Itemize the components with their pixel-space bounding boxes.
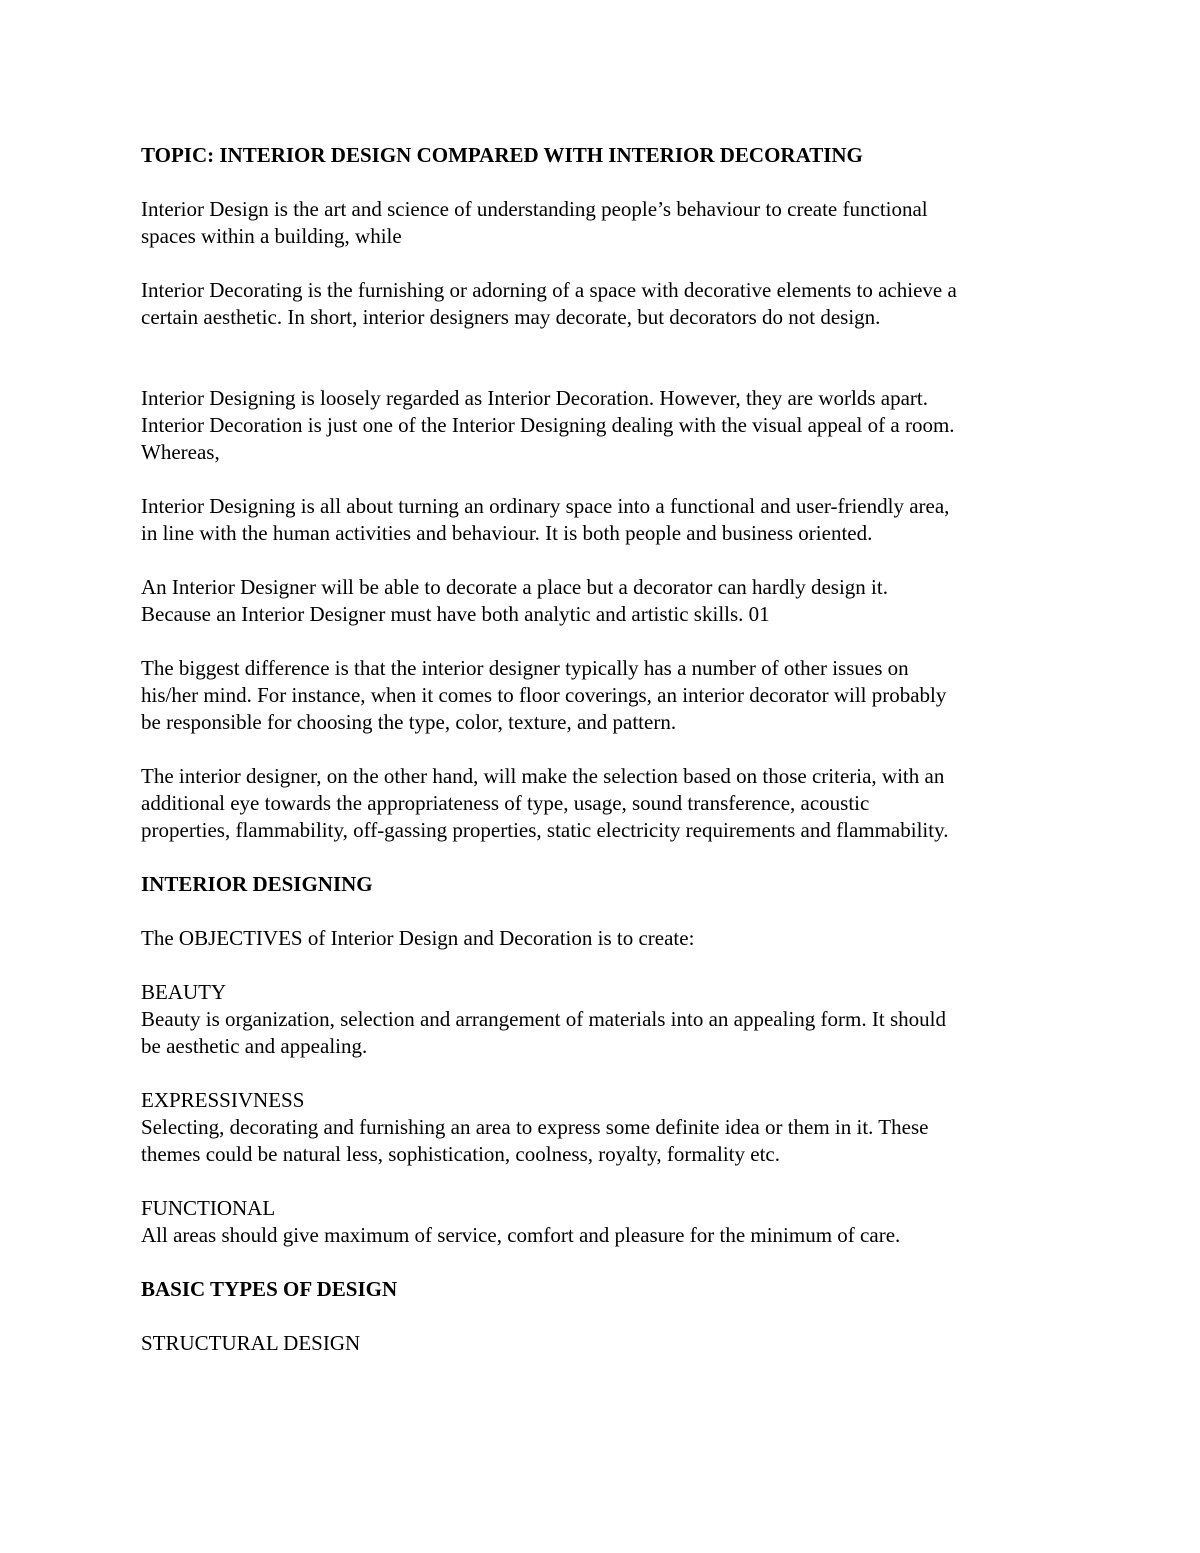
paragraph-line: spaces within a building, while [141, 224, 402, 248]
objective-label: EXPRESSIVNESS [141, 1088, 305, 1112]
objective-beauty [141, 979, 1071, 1060]
paragraph-line: Because an Interior Designer must have both analytic and artistic skills. 01 [141, 602, 770, 626]
paragraph-line: Interior Design is the art and science of understanding people’s behaviour to create functional [141, 197, 928, 221]
paragraph-line: Interior Designing is all about turning an ordinary space into a functional and user-friendly area, [141, 494, 950, 518]
paragraph-line: his/her mind. For instance, when it comes to floor coverings, an interior decorator will probably [141, 683, 947, 707]
paragraph-line: Interior Designing is loosely regarded as Interior Decoration. However, they are worlds apart. [141, 386, 928, 410]
objectives-intro-block [141, 925, 1071, 952]
objective-line: All areas should give maximum of service, comfort and pleasure for the minimum of care. [141, 1223, 901, 1247]
paragraph-line: An Interior Designer will be able to decorate a place but a decorator can hardly design it. [141, 575, 888, 599]
paragraph-selection-criteria [141, 763, 1071, 844]
paragraph-line: Interior Decoration is just one of the Interior Designing dealing with the visual appeal of a room. [141, 413, 955, 437]
paragraph-line: be responsible for choosing the type, color, texture, and pattern. [141, 710, 677, 734]
objective-label: BEAUTY [141, 980, 227, 1004]
objective-line: themes could be natural less, sophistication, coolness, royalty, formality etc. [141, 1142, 780, 1166]
paragraph-line: The interior designer, on the other hand, will make the selection based on those criteria, with an [141, 764, 945, 788]
objective-functional [141, 1195, 1071, 1249]
section-heading-interior-designing: INTERIOR DESIGNING [141, 872, 373, 896]
section-heading-block [141, 871, 1071, 898]
paragraph-biggest-difference [141, 655, 1071, 736]
objectives-intro: The OBJECTIVES of Interior Design and Decoration is to create: [141, 926, 695, 950]
objective-line: Selecting, decorating and furnishing an area to express some definite idea or them in it. These [141, 1115, 929, 1139]
paragraph-line: certain aesthetic. In short, interior designers may decorate, but decorators do not design. [141, 305, 881, 329]
document-title: TOPIC: INTERIOR DESIGN COMPARED WITH INTERIOR DECORATING [141, 143, 863, 167]
paragraph-decorating-definition [141, 277, 1071, 331]
objective-expressivness [141, 1087, 1071, 1168]
document-page [141, 142, 1071, 1384]
design-type-structural: STRUCTURAL DESIGN [141, 1331, 361, 1355]
design-type-block [141, 1330, 1071, 1357]
objective-label: FUNCTIONAL [141, 1196, 276, 1220]
paragraph-line: Whereas, [141, 440, 220, 464]
paragraph-line: Interior Decorating is the furnishing or adorning of a space with decorative elements to achieve a [141, 278, 957, 302]
paragraph-ordinary-space [141, 493, 1071, 547]
paragraph-designer-decorator [141, 574, 1071, 628]
paragraph-line: properties, flammability, off-gassing properties, static electricity requirements and flammability. [141, 818, 949, 842]
blank-line [141, 358, 1071, 385]
paragraph-loosely-regarded [141, 385, 1071, 466]
paragraph-line: in line with the human activities and behaviour. It is both people and business oriented. [141, 521, 873, 545]
document-title-block [141, 142, 1071, 169]
paragraph-line: additional eye towards the appropriateness of type, usage, sound transference, acoustic [141, 791, 870, 815]
section-heading-block [141, 1276, 1071, 1303]
paragraph-line: The biggest difference is that the interior designer typically has a number of other issues on [141, 656, 909, 680]
paragraph-design-definition [141, 196, 1071, 250]
objective-line: Beauty is organization, selection and arrangement of materials into an appealing form. It should [141, 1007, 946, 1031]
section-heading-basic-types: BASIC TYPES OF DESIGN [141, 1277, 398, 1301]
objective-line: be aesthetic and appealing. [141, 1034, 368, 1058]
